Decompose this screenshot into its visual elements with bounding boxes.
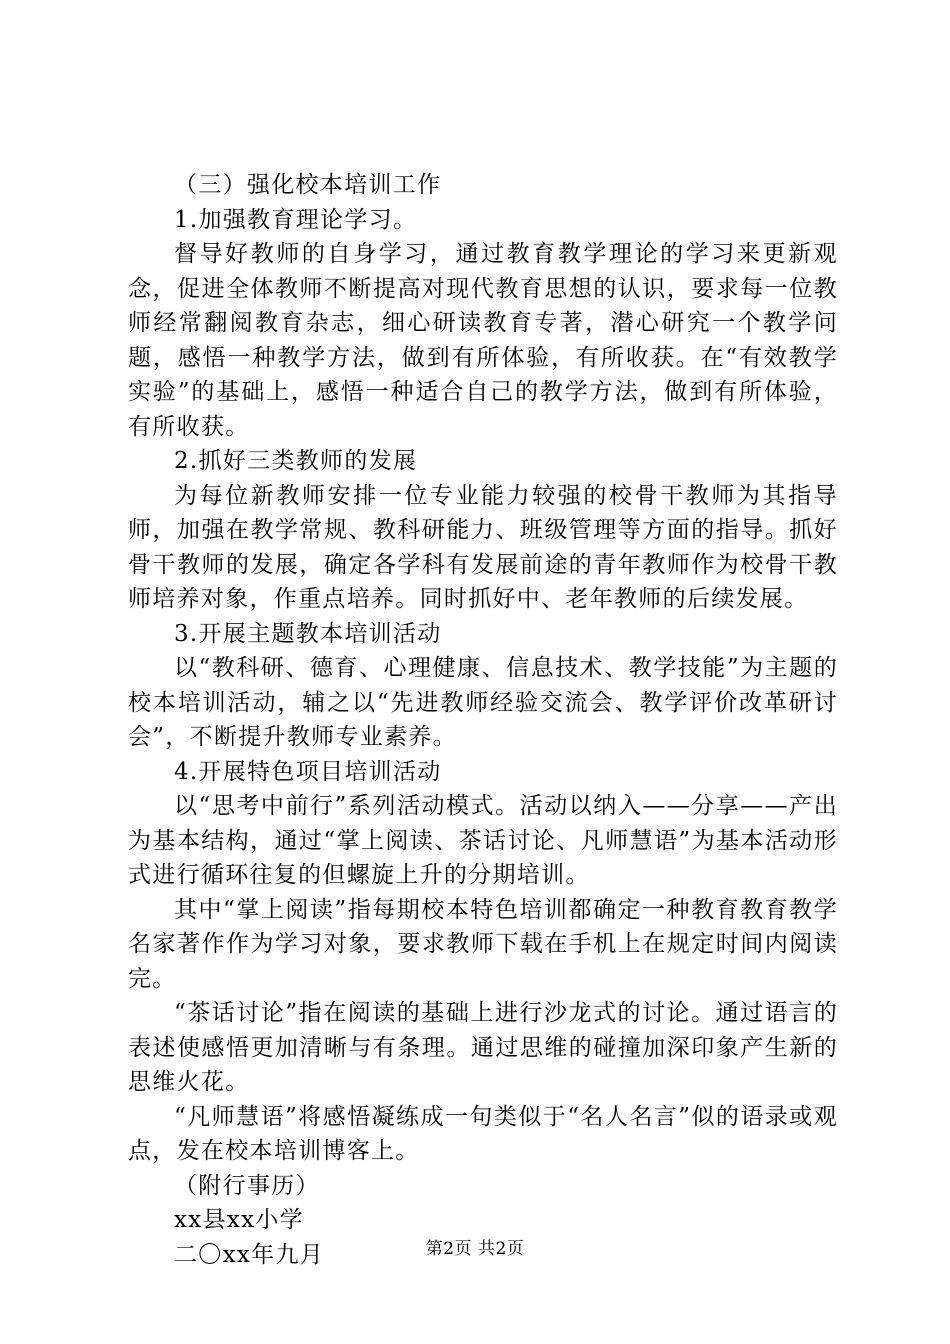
subheading-2: 2.抓好三类教师的发展 [174, 448, 418, 474]
paragraph-3: 以“教科研、德育、心理健康、信息技术、教学技能”为主题的校本培训活动，辅之以“先进教师经验交流会、教学评价改革研讨会”，不断提升教师专业素养。 [128, 655, 838, 750]
document-body [128, 168, 838, 1272]
paragraph-5: 其中“掌上阅读”指每期校本特色培训都确定一种教育教育教学名家著作作为学习对象，要求教师下载在手机上在规定时间内阅读完。 [128, 896, 838, 992]
subheading-4: 4.开展特色项目培训活动 [174, 758, 442, 785]
section-heading: （三）强化校本培训工作 [174, 172, 442, 198]
paragraph-4: 以“思考中前行”系列活动模式。活动以纳入——分享——产出为基本结构，通过“掌上阅读、茶话讨论、凡师慧语”为基本活动形式进行循环往复的但螺旋上升的分期培训。 [128, 793, 838, 888]
attachment-note: （附行事历） [174, 1172, 320, 1199]
signature-date: 二〇xx年九月 [174, 1241, 325, 1268]
paragraph-2: 为每位新教师安排一位专业能力较强的校骨干教师为其指导师，加强在教学常规、教科研能力、班级管理等方面的指导。抓好骨干教师的发展，确定各学科有发展前途的青年教师作为校骨干教师培养对象，作重点培养。同时抓好中、老年教师的后续发展。 [128, 482, 838, 612]
subheading-3: 3.开展主题教本培训活动 [174, 620, 442, 647]
signature-school: xx县xx小学 [174, 1207, 304, 1233]
paragraph-6: “茶话讨论”指在阅读的基础上进行沙龙式的讨论。通过语言的表述使感悟更加清晰与有条理。通过思维的碰撞加深印象产生新的思维火花。 [128, 1000, 838, 1095]
subheading-1: 1.加强教育理论学习。 [174, 206, 418, 233]
paragraph-1: 督导好教师的自身学习，通过教育教学理论的学习来更新观念，促进全体教师不断提高对现代教育思想的认识，要求每一位教师经常翻阅教育杂志，细心研读教育专著，潜心研究一个教学问题，感悟一种教学方法，做到有所体验，有所收获。在“有效教学实验”的基础上，感悟一种适合自己的教学方法，做到有所体验，有所收获。 [128, 241, 838, 440]
page-number: 第2页 共2页 [425, 1239, 525, 1259]
paragraph-7: “凡师慧语”将感悟凝练成一句类似于“名人名言”似的语录或观点，发在校本培训博客上。 [128, 1103, 838, 1164]
